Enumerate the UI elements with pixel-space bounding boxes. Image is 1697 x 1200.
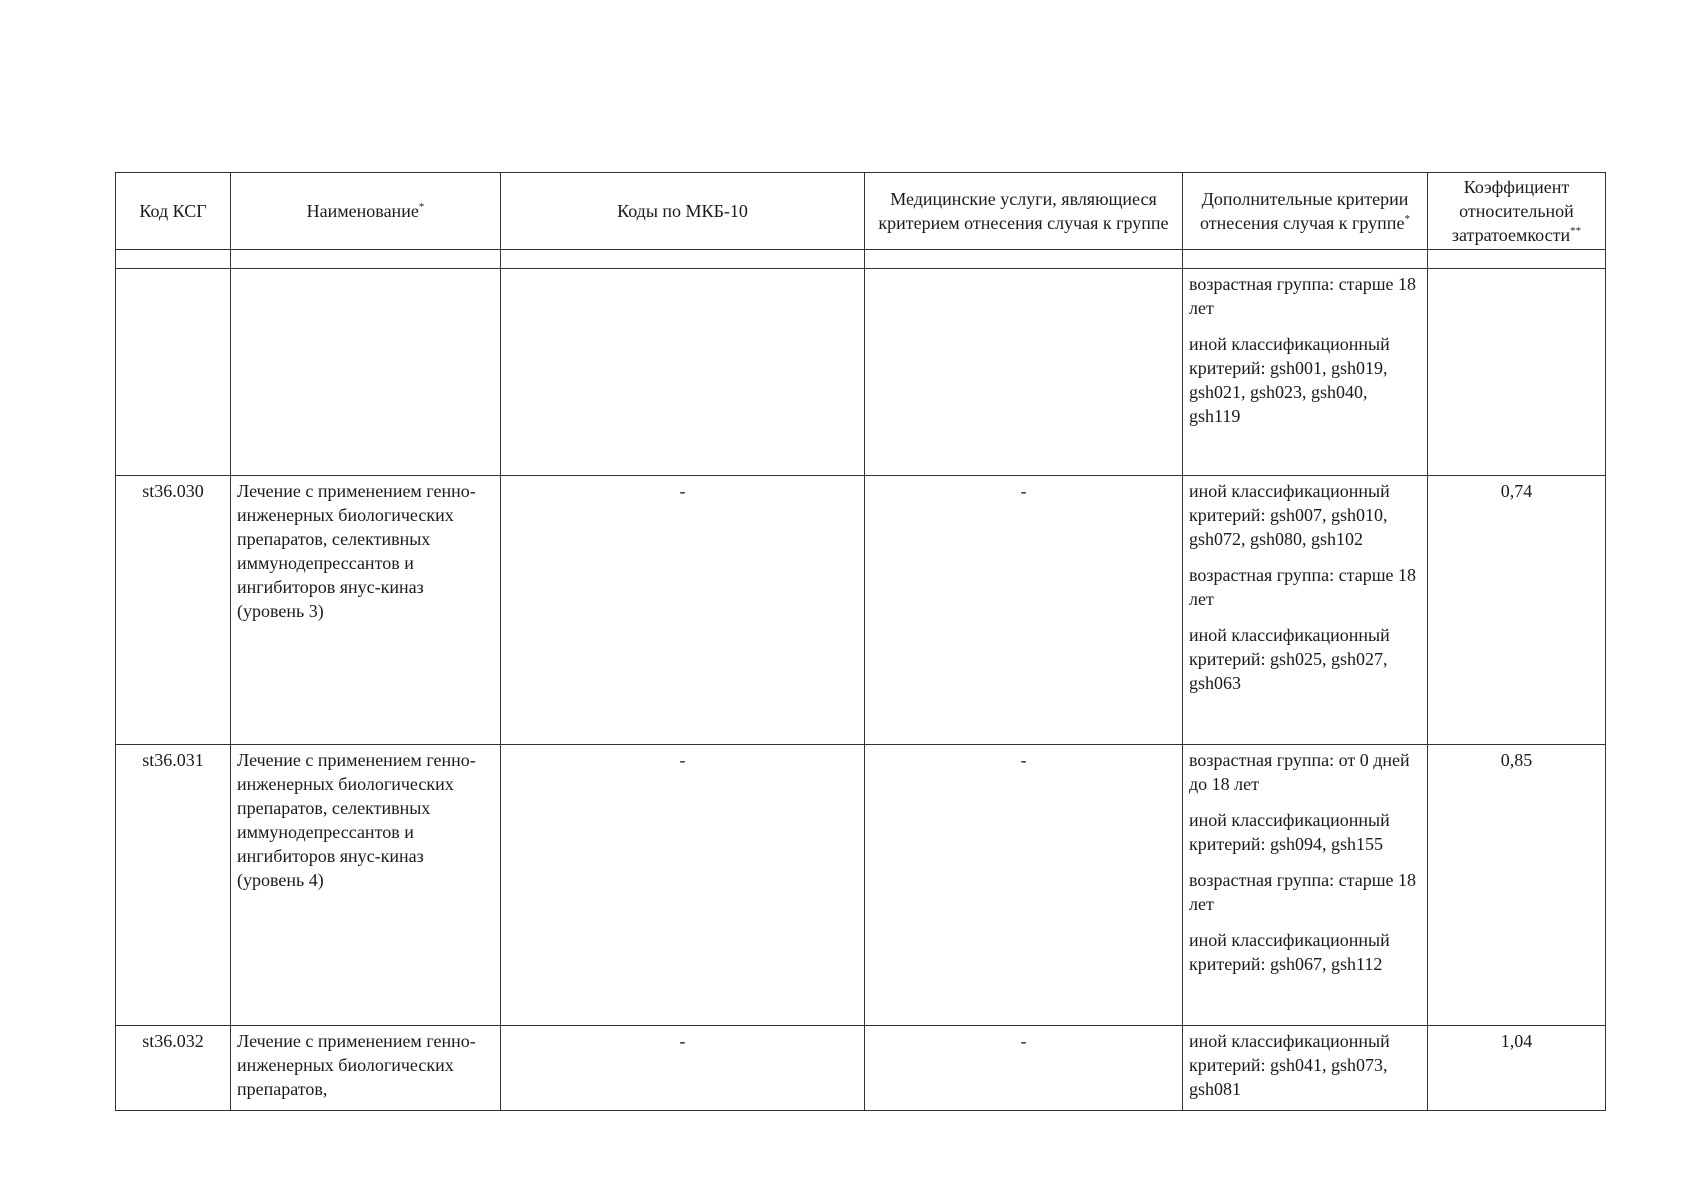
cell-code: st36.032: [116, 1026, 231, 1111]
cell-services: -: [865, 1026, 1183, 1111]
cell-name: Лечение с применением генно-инженерных биологических препаратов, селективных иммунодепрессантов и ингибиторов янус-киназ (уровень 4): [231, 745, 501, 1026]
cell-code: st36.031: [116, 745, 231, 1026]
criteria-item: возрастная группа: от 0 дней до 18 лет: [1189, 750, 1410, 794]
cell-coef: 1,04: [1428, 1026, 1606, 1111]
cell-criteria: [1183, 269, 1428, 476]
cell-coef: 0,74: [1428, 476, 1606, 745]
spacer-cell: [231, 250, 501, 269]
cell-coef: [1428, 269, 1606, 476]
header-code: Код КСГ: [116, 173, 231, 250]
cell-mkb: -: [501, 745, 865, 1026]
cell-name: Лечение с применением генно-инженерных биологических препаратов,: [231, 1026, 501, 1111]
cell-mkb: -: [501, 476, 865, 745]
spacer-cell: [865, 250, 1183, 269]
criteria-item: возрастная группа: старше 18 лет: [1189, 565, 1417, 609]
footnote-mark: **: [1570, 225, 1582, 237]
footnote-mark: *: [418, 201, 425, 213]
criteria-item: иной классификационный критерий: gsh094, gsh155: [1189, 810, 1390, 854]
footnote-mark: *: [1404, 213, 1410, 225]
spacer-cell: [1183, 250, 1428, 269]
criteria-item: возрастная группа: старше 18 лет: [1189, 870, 1417, 914]
cell-code: [116, 269, 231, 476]
header-name: Наименование*: [231, 173, 501, 250]
cell-mkb: -: [501, 1026, 865, 1111]
spacer-cell: [501, 250, 865, 269]
criteria-item: иной классификационный критерий: gsh067, gsh112: [1189, 930, 1390, 974]
cell-coef: 0,85: [1428, 745, 1606, 1026]
cell-services: [865, 269, 1183, 476]
criteria-item: возрастная группа: старше 18 лет: [1189, 274, 1417, 318]
spacer-cell: [116, 250, 231, 269]
criteria-item: иной классификационный критерий: gsh025, gsh027, gsh063: [1189, 625, 1390, 693]
criteria-item: иной классификационный критерий: gsh041, gsh073, gsh081: [1189, 1031, 1390, 1099]
cell-code: st36.030: [116, 476, 231, 745]
table-row: [116, 745, 1606, 1026]
table-row: [116, 1026, 1606, 1111]
header-services: Медицинские услуги, являющиеся критерием отнесения случая к группе: [865, 173, 1183, 250]
cell-name: [231, 269, 501, 476]
cell-name: Лечение с применением генно-инженерных биологических препаратов, селективных иммунодепрессантов и ингибиторов янус-киназ (уровень 3): [231, 476, 501, 745]
criteria-item: иной классификационный критерий: gsh007, gsh010, gsh072, gsh080, gsh102: [1189, 481, 1390, 549]
table-row: [116, 476, 1606, 745]
header-spacer-row: [116, 250, 1606, 269]
criteria-item: иной классификационный критерий: gsh001, gsh019, gsh021, gsh023, gsh040, gsh119: [1189, 334, 1390, 426]
ksg-table: [115, 172, 1606, 1111]
spacer-cell: [1428, 250, 1606, 269]
cell-criteria: [1183, 476, 1428, 745]
cell-criteria: [1183, 745, 1428, 1026]
header-mkb: Коды по МКБ-10: [501, 173, 865, 250]
header-coef: Коэффициент относительной затратоемкости**: [1428, 173, 1606, 250]
table-header-row: [116, 173, 1606, 250]
cell-services: -: [865, 745, 1183, 1026]
cell-criteria: [1183, 1026, 1428, 1111]
cell-services: -: [865, 476, 1183, 745]
cell-mkb: [501, 269, 865, 476]
header-criteria: Дополнительные критерии отнесения случая к группе*: [1183, 173, 1428, 250]
table-row: [116, 269, 1606, 476]
